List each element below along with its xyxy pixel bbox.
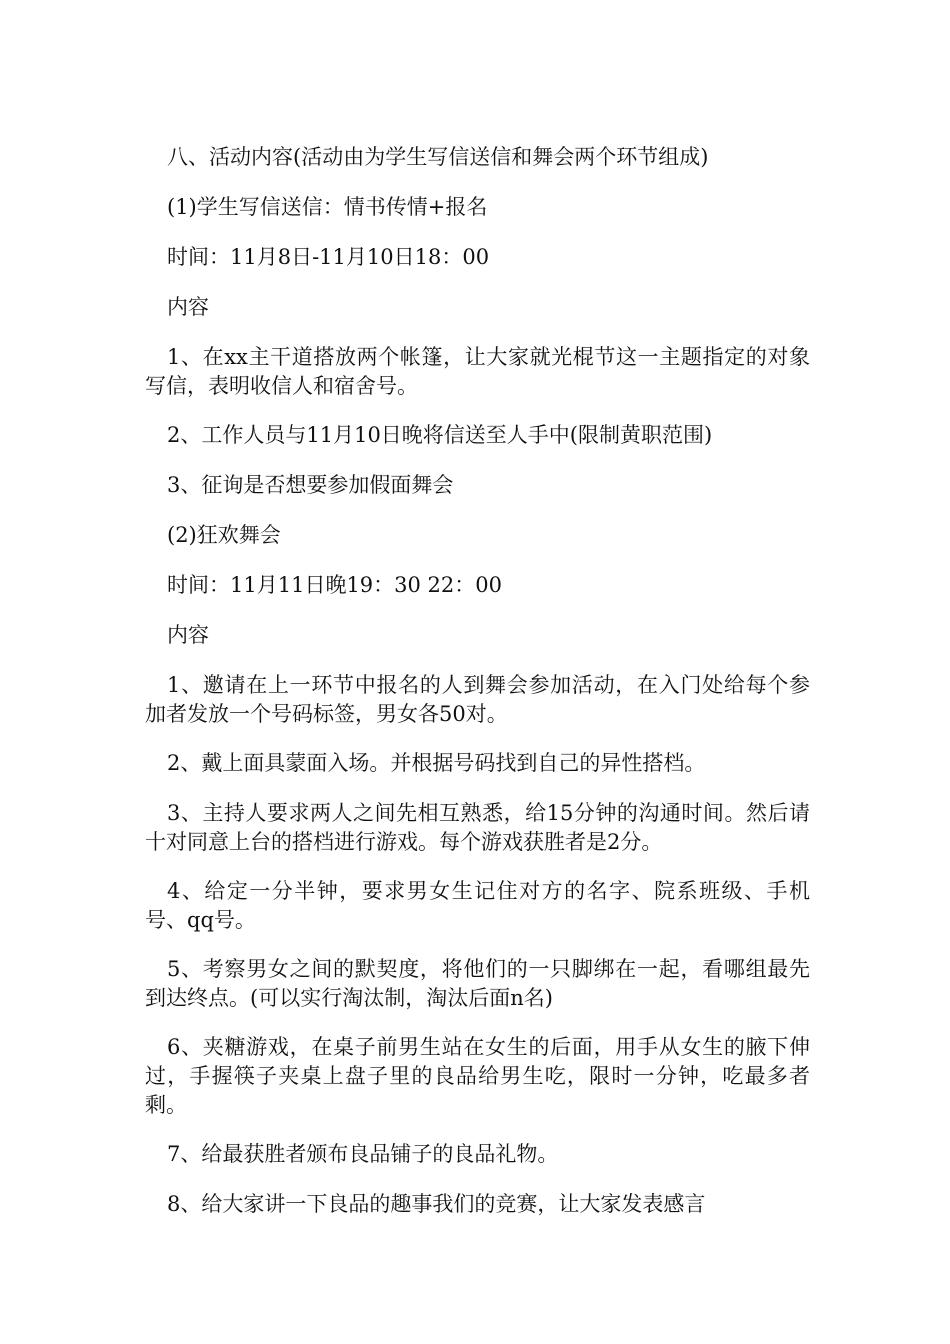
subsection-heading: (2)狂欢舞会 — [167, 523, 281, 547]
section-heading: 八、活动内容(活动由为学生写信送信和舞会两个环节组成) — [167, 145, 709, 169]
list-item: 7、给最获胜者颁布良品铺子的良品礼物。 — [167, 1142, 559, 1166]
list-item: 5、考察男女之间的默契度，将他们的一只脚绑在一起，看哪组最先到达终点。(可以实行淘汰制，淘汰后面n名) — [145, 957, 810, 1010]
list-item: 6、夹糖游戏，在桌子前男生站在女生的后面，用手从女生的腋下伸过，手握筷子夹桌上盘子里的良品给男生吃，限时一分钟，吃最多者剩。 — [145, 1035, 810, 1117]
list-item: 2、工作人员与11月10日晚将信送至人手中(限制黄职范围) — [167, 423, 713, 447]
list-item: 3、主持人要求两人之间先相互熟悉，给15分钟的沟通时间。然后请十对同意上台的搭档进行游戏。每个游戏获胜者是2分。 — [145, 801, 810, 854]
content-label: 内容 — [167, 295, 209, 319]
list-item: 8、给大家讲一下良品的趣事我们的竞赛，让大家发表感言 — [167, 1192, 706, 1216]
subsection-heading: (1)学生写信送信：情书传情+报名 — [167, 195, 488, 219]
time-line: 时间：11月11日晚19：30 22：00 — [167, 573, 503, 597]
time-line: 时间：11月8日-11月10日18：00 — [167, 245, 490, 269]
list-item: 4、给定一分半钟，要求男女生记住对方的名字、院系班级、手机号、qq号。 — [145, 879, 810, 932]
list-item: 3、征询是否想要参加假面舞会 — [167, 473, 454, 497]
list-item: 2、戴上面具蒙面入场。并根据号码找到自己的异性搭档。 — [167, 751, 706, 775]
list-item: 1、邀请在上一环节中报名的人到舞会参加活动，在入门处给每个参加者发放一个号码标签，男女各50对。 — [145, 673, 810, 726]
list-item: 1、在xx主干道搭放两个帐篷，让大家就光棍节这一主题指定的对象写信，表明收信人和宿舍号。 — [145, 345, 810, 398]
content-label: 内容 — [167, 623, 209, 647]
document-body — [145, 143, 810, 1240]
